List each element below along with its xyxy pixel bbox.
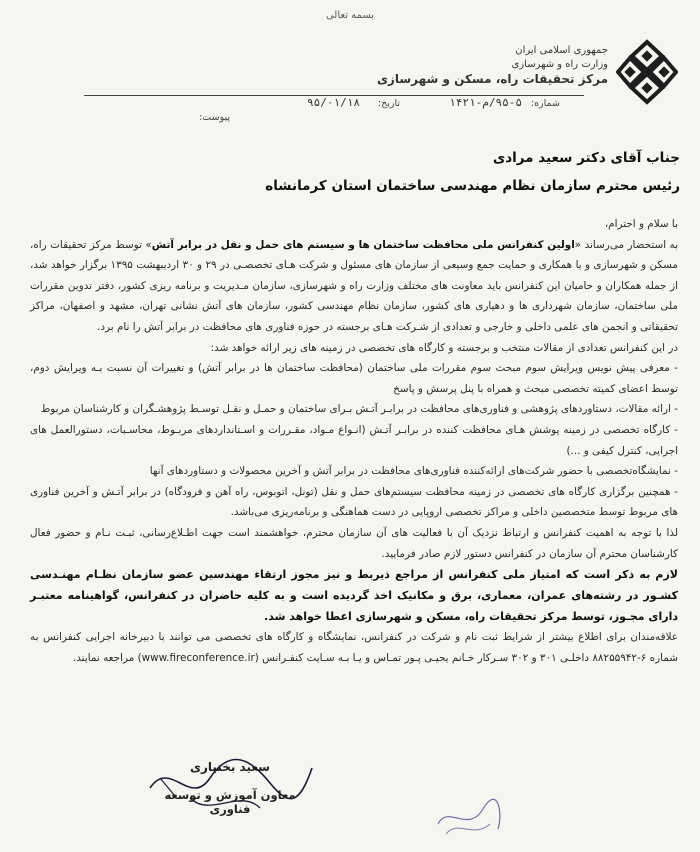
signatory-name: سعید بختیاری: [190, 760, 270, 774]
addressee-name: جناب آقای دکتر سعید مرادی: [492, 150, 680, 166]
bullet-2: - ارائه مقالات، دستاوردهای پژوهشی و فناوری‌های محافظت در برابـر آتـش بـرای ساختمان و حمـل و نقـل توسـط پژوهشـگران و کارشناسان مربوط: [40, 403, 678, 416]
signature-block: [150, 760, 310, 816]
paragraph-topics: در این کنفرانس تعدادی از مقالات منتخب و برجسته و کارگاه های تخصصی در زمینه های زیر ارائه خواهد شد:: [210, 341, 678, 354]
paragraph-contact: علاقه‌مندان برای اطلاع بیشتر از شرایط ثبت نام و شرکت در کنفرانس، نمایشگاه و کارگاه های تخصصی می توانند با دبیرخانه اجرایی کنفرانس به شماره ۶-۸۸۲۵۵۹۴۲ داخلـی ۳۰۱ و ۳۰۲ سـرکار خـانم یحیـی پـور تمـاس و یـا بـه سـایت کنفـرانس (www.fireconference.ir) مراجعه نمایند.: [30, 631, 678, 664]
bullet-1: - معرفی پیش نویس ویرایش سوم مبحث سوم مقررات ملی ساختمان (محافظت ساختمان ها در برابر آتش) و تغییرات آن نسبت بـه ویرایش دوم، توسط اعضای کمیته تخصصی مبحث و همراه با پنل پرسش و پاسخ: [30, 362, 678, 395]
date-value: ۹۵/۰۱/۱۸: [307, 96, 360, 109]
organization-logo: [616, 38, 678, 106]
paragraph-request: لذا با توجه به اهمیت کنفرانس و ارتباط نزدیک آن با فعالیت های آن سازمان محترم، خواهشمند است جهت اطـلاع‌رسانی، ثبـت نـام و حضور فعال کارشناسان محترم آن سازمان در کنفرانس دستور لازم صادر فرمایید.: [30, 526, 678, 560]
basmala: بسمه تعالی: [325, 10, 375, 21]
ink-stamp: [428, 784, 508, 844]
bullet-3: - کارگاه تخصصی در زمینه پوشش هـای محافظت کننده در برابـر آتـش (انـواع مـواد، مقـررات و اسـتانداردهای مربـوط، محاسـبات، دستورالعمل های اجرایی، کنترل کیفی و ...): [30, 423, 678, 457]
header-center: مرکز تحقیقات راه، مسکن و شهرسازی: [376, 72, 608, 86]
signatory-title: معاون آموزش و توسعه فناوری: [164, 788, 296, 816]
addressee-title: رئیس محترم سازمان نظام مهندسی ساختمان استان کرمانشاه: [265, 178, 680, 194]
letter-meta: [100, 96, 560, 132]
paragraph-certificate: لازم به ذکر است که امتیاز ملی کنفرانس از مراجع ذیربط و نیز مجوز ارتقاء مهندسین عضو سازمان نظـام مهنـدسی کشـور در رشته‌های عمران، معماری، برق و مکانیک اخذ گردیده است و به کلیه حاضران در کنفرانس، گواهینامه معتبـر دارای مجـوز، توسط مرکز تحقیقات راه، مسکن و شهرسازی اعطا خواهد شد.: [30, 568, 678, 624]
number-value: ۹۵-۵/م-۱۴۲۱: [449, 96, 522, 109]
header-country: جمهوری اسلامی ایران: [515, 45, 608, 56]
bullet-5: - همچنین برگزاری کارگاه های تخصصی در زمینه محافظت سیستم‌های حمل و نقل (تونل، اتوبوس، راه آهن و فرودگاه) در برابر آتـش و آخرین فناوری های مربوط توسط متخصصین داخلی و مراکز تخصصی اروپایی در دست هماهنگی و برنامه‌ریزی می‌باشد.: [30, 485, 678, 519]
greeting: با سلام و احترام،: [604, 218, 678, 230]
attachment-label: پیوست:: [199, 112, 230, 123]
organization-header: [377, 44, 608, 86]
number-label: شماره:: [530, 98, 560, 109]
paragraph-intro: به استحضار می‌رساند «اولین کنفرانس ملی محافظت ساختمان ها و سیستم های حمل و نقل در برابر آتش» توسط مرکز تحقیقات راه، مسکن و شهرسازی و با همکاری و حمایت جمع وسیعی از سازمان های مسئول و شرکت هـای تخصصـی در ۲۹ و ۳۰ اردیبهشت ۱۳۹۵ برگزار خواهد شد، از جمله همکاران و حامیان این کنفرانس باید معاونت های مختلف وزارت راه و شهرسازی، سازمان مـدیریت و برنامه ریزی کشور، دفتر تدوین مقررات ملی ساختمان، سازمان شهرداری ها و دهیاری های کشور، سازمان نظام مهندسی کشور، سازمان های آتش نشانی تهران، مشهد و اصفهان، مراکز تحقیقاتی و انجمن های علمی داخلی و خارجی و تعدادی از شـرکت هـای برجسته در حوزه فناوری های محافظت در برابر آتش را نام برد.: [30, 238, 678, 333]
header-ministry: وزارت راه و شهرسازی: [511, 59, 608, 70]
conference-title: اولین کنفرانس ملی محافظت ساختمان ها و سیستم های حمل و نقل در برابر آتش: [151, 238, 575, 251]
bullet-4: - نمایشگاه‌تخصصی با حضور شرکت‌های ارائه‌کننده فناوری‌های محافظت در برابر آتش و آخرین محصولات و دستاوردهای آنها: [149, 465, 678, 478]
date-label: تاریخ:: [377, 98, 400, 109]
letter-body: [30, 214, 678, 668]
